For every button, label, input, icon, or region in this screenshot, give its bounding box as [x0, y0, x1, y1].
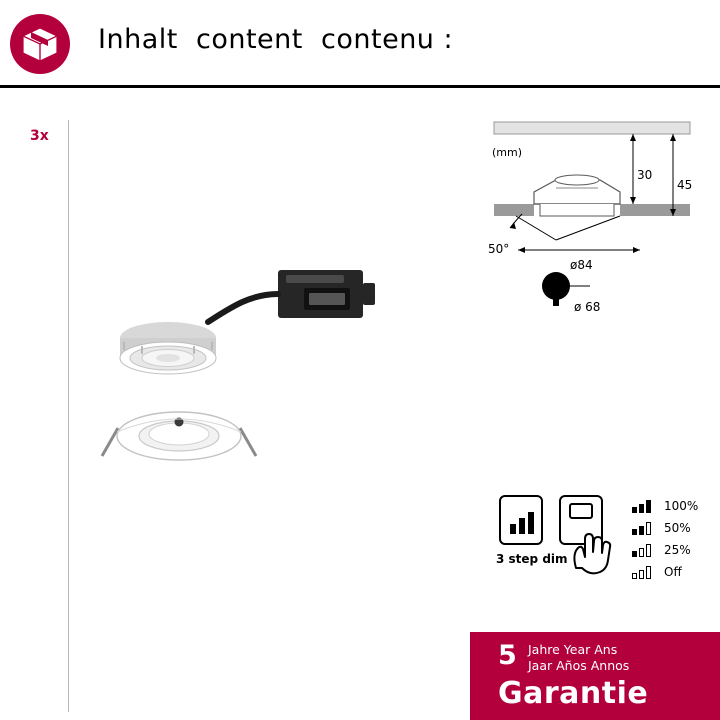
page-title: Inhalt content contenu : — [98, 24, 454, 55]
package-box-icon — [10, 14, 70, 74]
level-bars-icon — [632, 566, 658, 579]
level-bars-icon — [632, 522, 658, 535]
outer-diameter-label: ø84 — [570, 258, 593, 272]
warranty-title: Garantie — [498, 676, 649, 711]
dimension-drawing — [470, 110, 710, 340]
level-label: Off — [664, 565, 682, 579]
level-label: 50% — [664, 521, 691, 535]
vertical-divider — [68, 120, 69, 712]
quantity-label: 3x — [30, 128, 49, 144]
list-item — [632, 540, 712, 560]
warranty-years-number: 5 — [498, 640, 517, 671]
unit-label: (mm) — [492, 146, 523, 159]
warranty-line-1: Jahre Year Ans — [528, 642, 618, 657]
list-item — [632, 562, 712, 582]
list-item — [632, 496, 712, 516]
level-bars-icon — [632, 544, 658, 557]
cutout-diameter-label: ø 68 — [574, 300, 601, 314]
product-illustration — [90, 250, 420, 500]
beam-angle-label: 50° — [488, 242, 510, 256]
level-label: 25% — [664, 543, 691, 557]
dimension-30: 30 — [637, 168, 653, 182]
level-label: 100% — [664, 499, 699, 513]
header — [0, 0, 720, 88]
dim-steps-label: 3 step dim — [496, 552, 568, 566]
dimension-45: 45 — [677, 178, 693, 192]
dim-levels-list — [632, 496, 712, 584]
dimming-info — [490, 490, 710, 590]
warranty-banner — [470, 632, 720, 720]
level-bars-icon — [632, 500, 658, 513]
list-item — [632, 518, 712, 538]
warranty-line-2: Jaar Años Annos — [528, 658, 630, 673]
